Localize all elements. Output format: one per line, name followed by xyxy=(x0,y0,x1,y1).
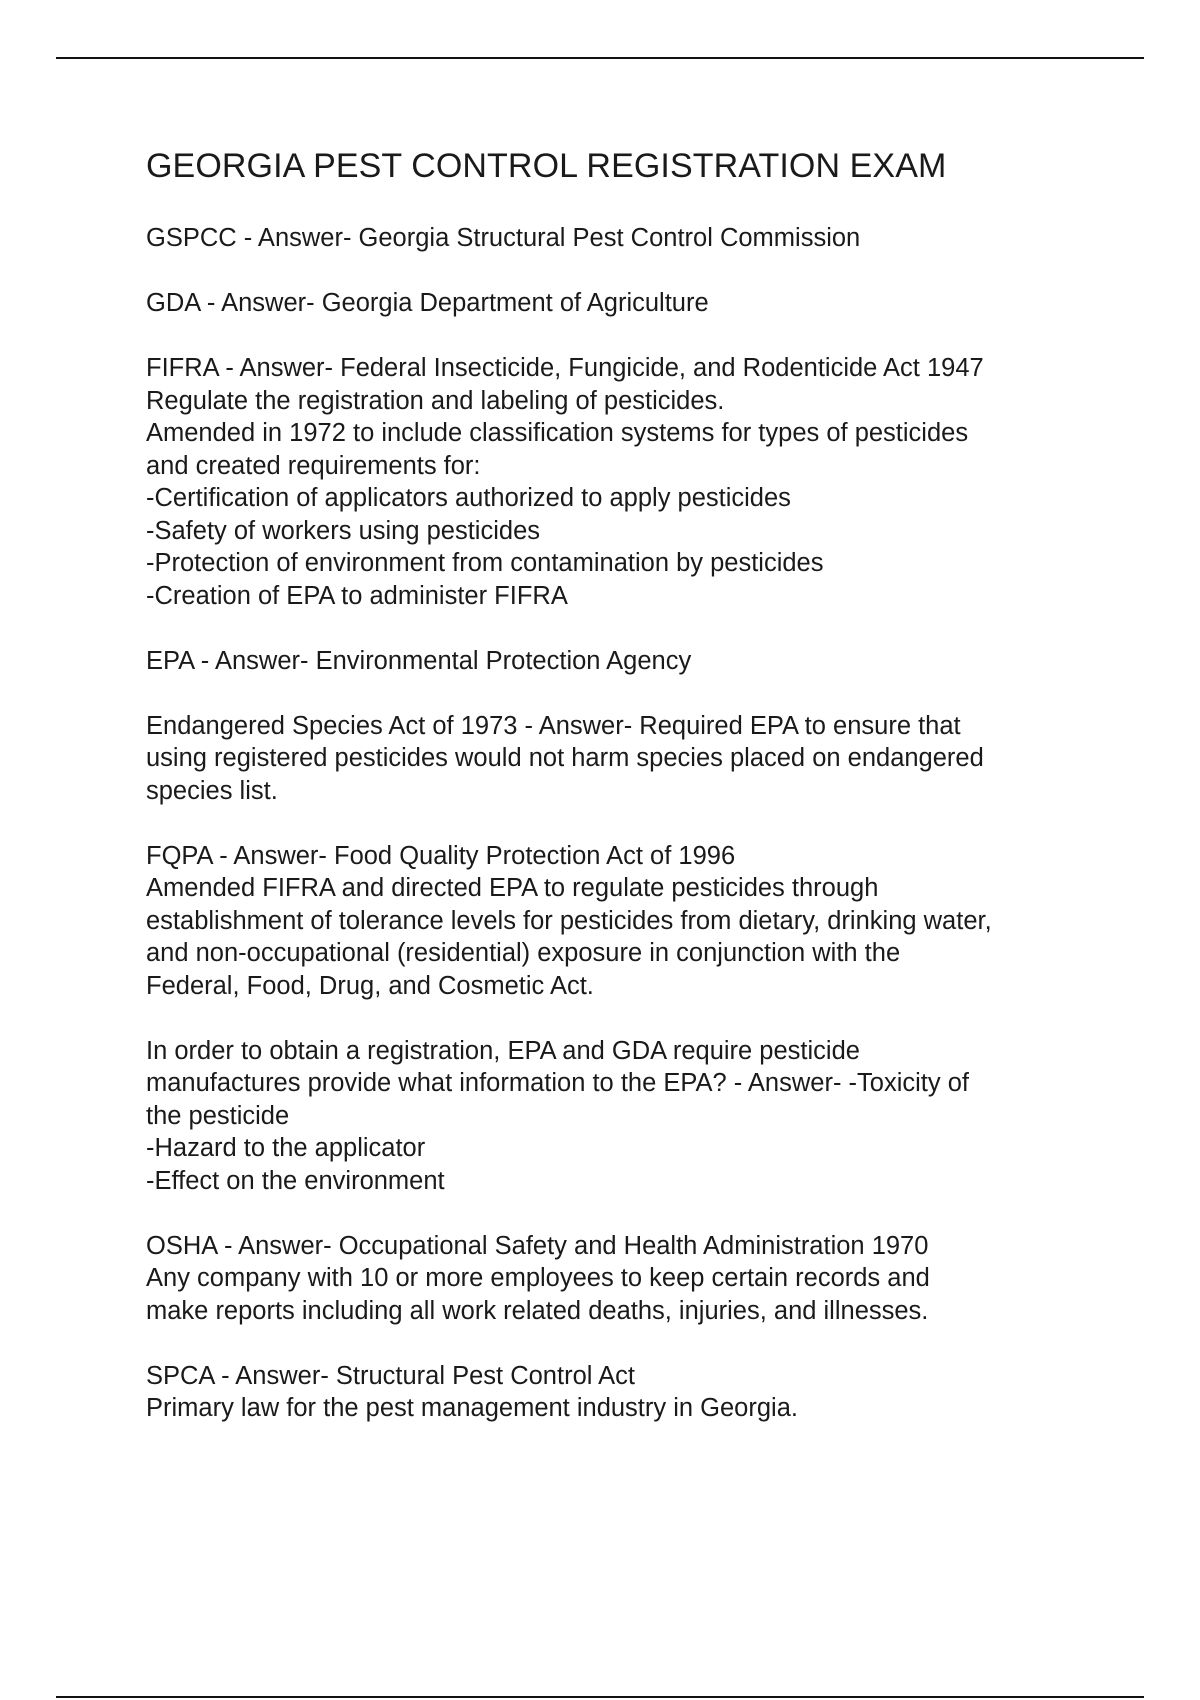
entry-line: SPCA - Answer- Structural Pest Control Act xyxy=(146,1361,635,1390)
bottom-divider xyxy=(56,1696,1144,1698)
entry-line: OSHA - Answer- Occupational Safety and Health Administration 1970 xyxy=(146,1231,929,1260)
entry-line: FIFRA - Answer- Federal Insecticide, Fungicide, and Rodenticide Act 1947 xyxy=(146,354,984,382)
entry-line: -Safety of workers using pesticides xyxy=(146,516,541,545)
entry-line: EPA - Answer- Environmental Protection Agency xyxy=(146,646,692,675)
entry-line: -Effect on the environment xyxy=(146,1166,445,1195)
entry-line: the pesticide xyxy=(146,1101,290,1130)
entry-line: and created requirements for: xyxy=(146,451,481,480)
document-body xyxy=(146,144,1146,1457)
entry-gspcc xyxy=(146,222,1146,255)
entry-line: Primary law for the pest management industry in Georgia. xyxy=(146,1394,798,1422)
entry-endangered-species-act xyxy=(146,710,1146,808)
entry-line: -Hazard to the applicator xyxy=(146,1134,426,1162)
entry-line: GDA - Answer- Georgia Department of Agriculture xyxy=(146,289,709,317)
entry-line: make reports including all work related deaths, injuries, and illnesses. xyxy=(146,1296,929,1325)
entry-registration-information xyxy=(146,1035,1146,1198)
entry-line: Amended FIFRA and directed EPA to regulate pesticides through xyxy=(146,874,879,902)
entry-line: In order to obtain a registration, EPA and GDA require pesticide xyxy=(146,1036,860,1065)
entry-line: -Protection of environment from contamination by pesticides xyxy=(146,549,824,577)
top-divider xyxy=(56,57,1144,59)
entry-line: and non-occupational (residential) exposure in conjunction with the xyxy=(146,939,901,967)
entry-line: species list. xyxy=(146,776,278,805)
entry-line: GSPCC - Answer- Georgia Structural Pest Control Commission xyxy=(146,224,861,252)
entry-line: Amended in 1972 to include classification systems for types of pesticides xyxy=(146,419,969,447)
entry-line: using registered pesticides would not harm species placed on endangered xyxy=(146,744,984,772)
entry-fifra xyxy=(146,352,1146,612)
entry-line: manufactures provide what information to the EPA? - Answer- -Toxicity of xyxy=(146,1069,969,1097)
entry-epa xyxy=(146,645,1146,678)
entry-line: Any company with 10 or more employees to keep certain records and xyxy=(146,1264,930,1292)
entry-line: Endangered Species Act of 1973 - Answer- Required EPA to ensure that xyxy=(146,711,961,740)
entry-line: Federal, Food, Drug, and Cosmetic Act. xyxy=(146,971,594,1000)
entry-osha xyxy=(146,1230,1146,1328)
entry-fqpa xyxy=(146,840,1146,1003)
entry-spca xyxy=(146,1360,1146,1425)
entry-line: -Certification of applicators authorized to apply pesticides xyxy=(146,484,791,512)
entry-gda xyxy=(146,287,1146,320)
document-title: GEORGIA PEST CONTROL REGISTRATION EXAM xyxy=(146,147,947,185)
entry-line: Regulate the registration and labeling of pesticides. xyxy=(146,386,725,415)
entry-line: FQPA - Answer- Food Quality Protection Act of 1996 xyxy=(146,841,736,870)
entry-line: -Creation of EPA to administer FIFRA xyxy=(146,581,568,610)
entry-line: establishment of tolerance levels for pesticides from dietary, drinking water, xyxy=(146,906,992,935)
